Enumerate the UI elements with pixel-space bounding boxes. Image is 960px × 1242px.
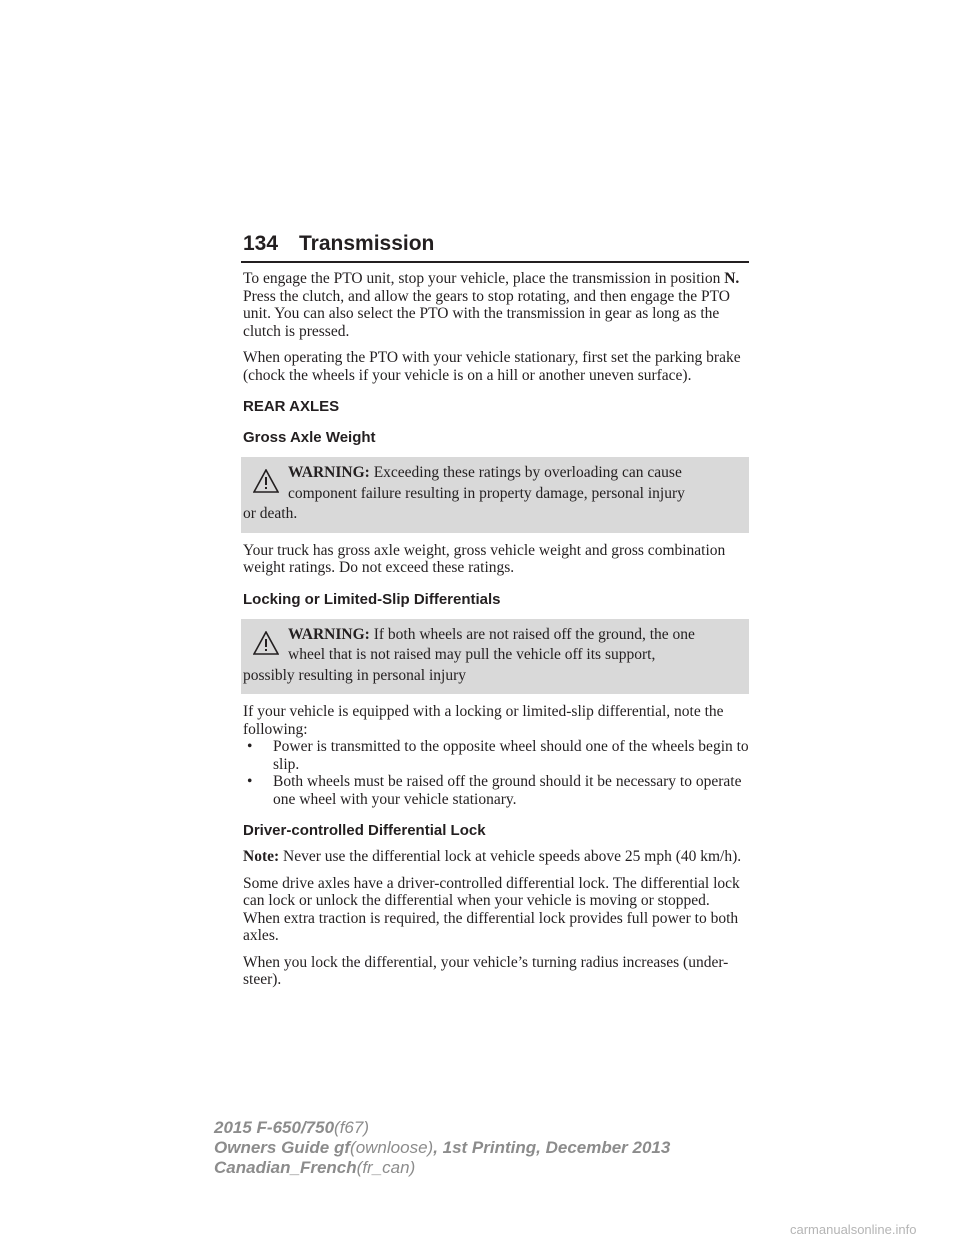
warning-box-overload: WARNING: Exceeding these ratings by overloading can cause component failure resulting in property damage, personal injury or death. bbox=[241, 457, 749, 533]
drive-axles-paragraph: Some drive axles have a driver-controlled differential lock. The differential lock can lock or unlock the differential when your vehicle is moving or stopped. When extra traction is required, the differential lock provides full power to both axles. bbox=[243, 874, 740, 944]
position-n-label: N. bbox=[724, 270, 740, 287]
turning-radius-paragraph: When you lock the differential, your vehicle’s turning radius increases (under-steer). bbox=[243, 953, 729, 988]
warning-triangle-icon bbox=[253, 469, 279, 493]
pto-stationary-paragraph: When operating the PTO with your vehicle stationary, first set the parking brake (chock the wheels if your vehicle is on a hill or another uneven surface). bbox=[243, 349, 741, 384]
list-item: • Both wheels must be raised off the ground should it be necessary to operate one wheel with your vehicle stationary. bbox=[247, 773, 742, 808]
bullet-glyph: • bbox=[247, 773, 253, 790]
warning-label: WARNING: bbox=[288, 464, 370, 481]
page-content bbox=[243, 270, 749, 989]
gross-axle-paragraph: Your truck has gross axle weight, gross vehicle weight and gross combination weight ratings. Do not exceed these ratings. bbox=[243, 541, 726, 576]
bullet-glyph: • bbox=[247, 738, 253, 755]
rear-axles-heading: REAR AXLES bbox=[243, 398, 340, 415]
locking-differentials-heading: Locking or Limited-Slip Differentials bbox=[243, 590, 501, 608]
page-header bbox=[241, 231, 749, 263]
note-label: Note: bbox=[243, 848, 280, 865]
locking-intro-paragraph: If your vehicle is equipped with a locking or limited-slip differential, note the following: bbox=[243, 703, 724, 738]
driver-lock-heading: Driver-controlled Differential Lock bbox=[243, 822, 486, 839]
print-footer: 2015 F-650/750(f67) Owners Guide gf(ownloose), 1st Printing, December 2013 Canadian_French(fr_can) bbox=[214, 1118, 671, 1177]
note-paragraph: Note: Never use the differential lock at vehicle speeds above 25 mph (40 km/h). bbox=[243, 848, 742, 865]
pto-engage-paragraph: To engage the PTO unit, stop your vehicle, place the transmission in position N. Press the clutch, and allow the gears to stop rotating, and then engage the PTO unit. You can also select the PTO with the transmission in gear as long as the clutch is pressed. bbox=[243, 270, 740, 340]
warning-box-wheels: WARNING: If both wheels are not raised off the ground, the one wheel that is not raised may pull the vehicle off its support, possibly resulting in personal injury bbox=[241, 619, 749, 695]
list-item: • Power is transmitted to the opposite wheel should one of the wheels begin to slip. bbox=[247, 738, 749, 773]
warning-label: WARNING: bbox=[288, 625, 370, 643]
page-number: 134 bbox=[243, 232, 279, 255]
watermark: carmanualsonline.info bbox=[790, 1222, 917, 1237]
warning-triangle-icon bbox=[253, 631, 279, 655]
gross-axle-weight-heading: Gross Axle Weight bbox=[243, 429, 376, 446]
section-title: Transmission bbox=[299, 232, 435, 255]
differential-bullet-list bbox=[243, 738, 749, 808]
